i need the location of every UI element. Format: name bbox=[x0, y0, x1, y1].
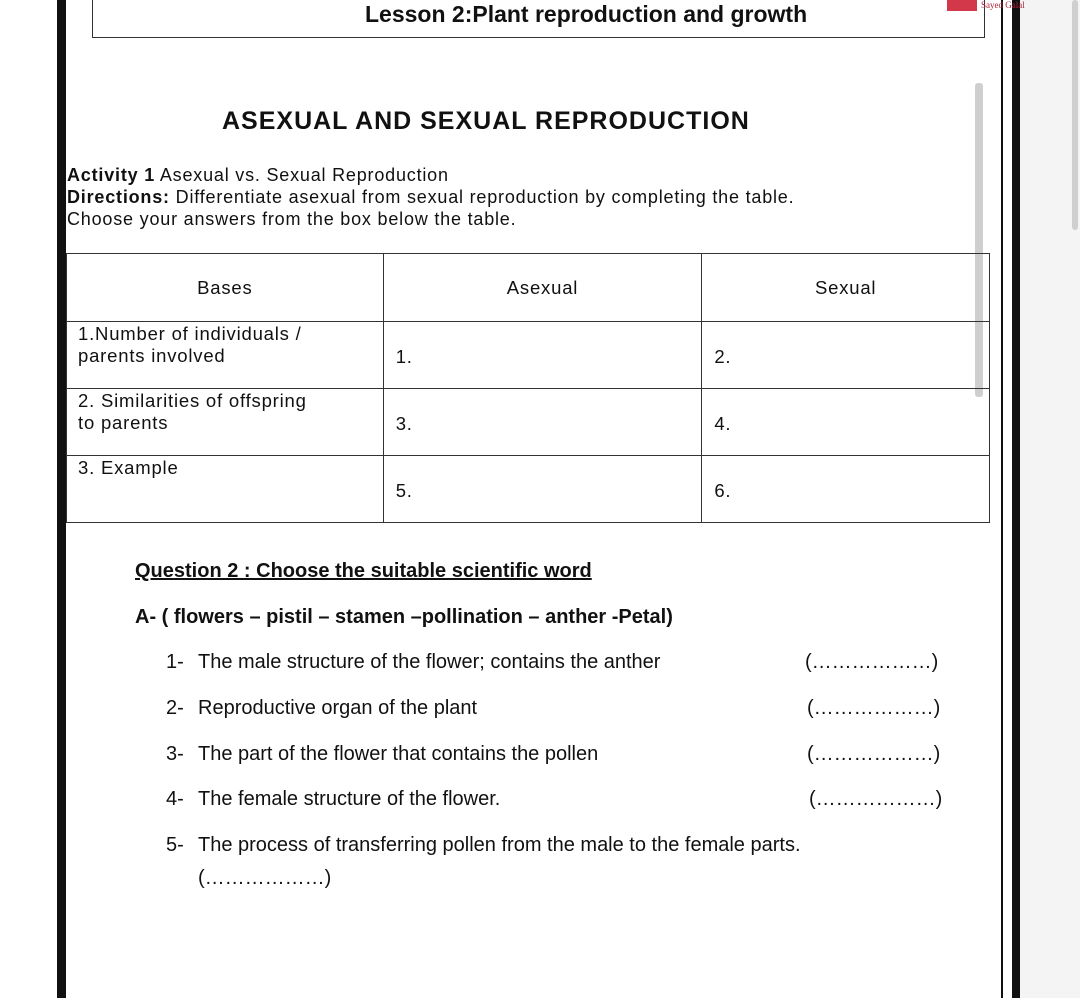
page-right-border-thin bbox=[1001, 0, 1003, 998]
answer-number: 5. bbox=[395, 480, 413, 501]
answer-blank[interactable]: (………………) bbox=[805, 651, 939, 673]
base-cell bbox=[67, 456, 384, 523]
answer-blank[interactable]: (………………) bbox=[198, 867, 332, 889]
comparison-table bbox=[66, 253, 990, 523]
base-line-2: parents involved bbox=[78, 345, 226, 366]
item-number: 1- bbox=[166, 651, 184, 673]
item-number: 4- bbox=[166, 788, 184, 810]
question-item bbox=[166, 651, 660, 674]
activity-title: Asexual vs. Sexual Reproduction bbox=[159, 165, 449, 185]
item-number: 5- bbox=[166, 834, 184, 856]
question-item bbox=[166, 788, 500, 811]
answer-blank[interactable]: (………………) bbox=[807, 697, 941, 719]
table-header-row bbox=[67, 254, 990, 322]
base-cell bbox=[67, 389, 384, 456]
answer-blank[interactable]: (………………) bbox=[807, 743, 941, 765]
question-item bbox=[166, 697, 477, 720]
base-line-1: 2. Similarities of offspring bbox=[78, 390, 307, 411]
question-2-title: Question 2 : Choose the suitable scientific word bbox=[135, 560, 592, 582]
word-bank: A- ( flowers – pistil – stamen –pollination – anther -Petal) bbox=[135, 606, 673, 628]
publisher-logo bbox=[947, 0, 1057, 13]
logo-text: Sayed Galal bbox=[981, 0, 1025, 10]
sexual-answer-cell[interactable] bbox=[702, 322, 990, 389]
window-scrollbar[interactable] bbox=[1072, 0, 1078, 230]
answer-number: 1. bbox=[395, 346, 413, 367]
header-sexual: Sexual bbox=[702, 254, 990, 322]
activity-label: Activity 1 bbox=[67, 165, 156, 185]
answer-number: 2. bbox=[714, 346, 732, 367]
item-text: The part of the flower that contains the pollen bbox=[198, 743, 599, 765]
lesson-title: Lesson 2:Plant reproduction and growth bbox=[365, 1, 808, 27]
item-text: The process of transferring pollen from the male to the female parts. bbox=[198, 834, 801, 856]
asexual-answer-cell[interactable] bbox=[383, 456, 702, 523]
item-text: Reproductive organ of the plant bbox=[198, 697, 478, 719]
base-line-1: 3. Example bbox=[78, 457, 179, 478]
directions-text-2: Choose your answers from the box below the table. bbox=[67, 209, 517, 229]
question-item bbox=[166, 743, 598, 766]
asexual-answer-cell[interactable] bbox=[383, 322, 702, 389]
answer-number: 6. bbox=[714, 480, 732, 501]
base-cell bbox=[67, 322, 384, 389]
page-right-border bbox=[1012, 0, 1020, 998]
table-row bbox=[67, 456, 990, 523]
lesson-header bbox=[92, 0, 1025, 38]
sexual-answer-cell[interactable] bbox=[702, 456, 990, 523]
sexual-answer-cell[interactable] bbox=[702, 389, 990, 456]
base-line-2: to parents bbox=[78, 412, 169, 433]
logo-mark-icon bbox=[947, 0, 977, 11]
table-row bbox=[67, 322, 990, 389]
item-text: The female structure of the flower. bbox=[198, 788, 501, 810]
page-left-border bbox=[57, 0, 66, 998]
header-asexual: Asexual bbox=[383, 254, 702, 322]
table-row bbox=[67, 389, 990, 456]
answer-number: 3. bbox=[395, 413, 413, 434]
answer-blank[interactable]: (………………) bbox=[809, 788, 943, 810]
directions-label: Directions: bbox=[67, 187, 170, 207]
directions-text: Differentiate asexual from sexual reproduction by completing the table. bbox=[175, 187, 795, 207]
item-number: 3- bbox=[166, 743, 184, 765]
item-text: The male structure of the flower; contains the anther bbox=[198, 651, 661, 673]
page-gutter bbox=[1020, 0, 1080, 998]
header-bases: Bases bbox=[67, 254, 384, 322]
item-number: 2- bbox=[166, 697, 184, 719]
base-line-1: 1.Number of individuals / bbox=[78, 323, 302, 344]
activity-instructions bbox=[67, 164, 997, 230]
section-title: ASEXUAL AND SEXUAL REPRODUCTION bbox=[222, 107, 750, 135]
asexual-answer-cell[interactable] bbox=[383, 389, 702, 456]
answer-number: 4. bbox=[714, 413, 732, 434]
question-item bbox=[166, 834, 801, 857]
